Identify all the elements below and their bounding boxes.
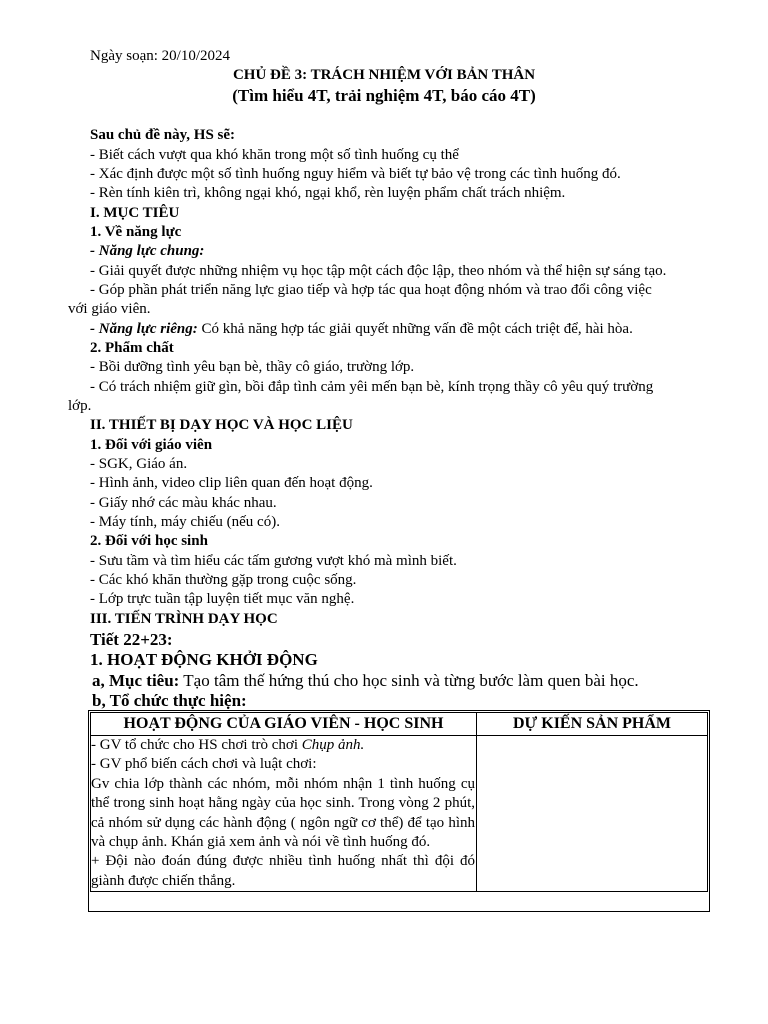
quality-item-cont: lớp. bbox=[68, 398, 92, 414]
student-item: - Các khó khăn thường gặp trong cuộc sống. bbox=[90, 572, 357, 588]
table-header-activities: HOẠT ĐỘNG CỦA GIÁO VIÊN - HỌC SINH bbox=[91, 713, 477, 736]
activity-win-condition: + Đội nào đoán đúng được nhiều tình huống nhất thì đội đó giành được chiến thắng. bbox=[91, 853, 475, 889]
subheading-competence: 1. Về năng lực bbox=[90, 224, 182, 240]
period-label: Tiết 22+23: bbox=[90, 630, 173, 649]
specific-competence-label: - Năng lực riêng: bbox=[90, 321, 198, 337]
section-heading-objectives: I. MỤC TIÊU bbox=[90, 205, 180, 221]
teacher-item: - SGK, Giáo án. bbox=[90, 456, 188, 472]
organization-label: b, Tổ chức thực hiện: bbox=[92, 691, 247, 710]
table-row bbox=[91, 736, 708, 892]
subheading-quality: 2. Phẩm chất bbox=[90, 340, 174, 356]
intro-heading: Sau chủ đề này, HS sẽ: bbox=[90, 127, 236, 143]
goal-label: a, Mục tiêu: bbox=[92, 671, 180, 690]
general-competence-item: - Giải quyết được những nhiệm vụ học tập một cách độc lập, theo nhóm và thể hiện sự sáng tạo. bbox=[90, 263, 667, 279]
general-competence-label: - Năng lực chung: bbox=[90, 243, 205, 259]
activity-table bbox=[90, 712, 708, 892]
goal-line bbox=[92, 671, 639, 690]
activity-heading: 1. HOẠT ĐỘNG KHỞI ĐỘNG bbox=[90, 650, 318, 669]
date-line: Ngày soạn: 20/10/2024 bbox=[90, 48, 230, 64]
table-header-products: DỰ KIẾN SẢN PHẨM bbox=[477, 713, 708, 736]
quality-item: - Có trách nhiệm giữ gìn, bồi đắp tình cảm yêi mến bạn bè, kính trọng thầy cô yêu quý trường bbox=[90, 379, 654, 395]
section-heading-process: III. TIẾN TRÌNH DẠY HỌC bbox=[90, 611, 278, 627]
section-heading-equipment: II. THIẾT BỊ DẠY HỌC VÀ HỌC LIỆU bbox=[90, 417, 353, 433]
activity-rules-line: - GV phổ biến cách chơi và luật chơi: bbox=[91, 756, 317, 773]
student-heading: 2. Đối với học sinh bbox=[90, 533, 208, 549]
intro-item: - Biết cách vượt qua khó khăn trong một số tình huống cụ thể bbox=[90, 147, 459, 163]
activity-game-name: Chụp ảnh. bbox=[301, 737, 365, 753]
teacher-heading: 1. Đối với giáo viên bbox=[90, 437, 213, 453]
specific-competence-text: Có khả năng hợp tác giải quyết những vấn đề một cách triệt để, hài hòa. bbox=[197, 321, 633, 337]
activity-game-line bbox=[91, 736, 475, 755]
topic-title: CHỦ ĐỀ 3: TRÁCH NHIỆM VỚI BẢN THÂN bbox=[232, 67, 536, 83]
intro-item: - Rèn tính kiên trì, không ngại khó, ngại khổ, rèn luyện phẩm chất trách nhiệm. bbox=[90, 185, 566, 201]
activity-game-prefix: - GV tổ chức cho HS chơi trò chơi bbox=[91, 737, 302, 753]
general-competence-item-cont: với giáo viên. bbox=[68, 301, 151, 317]
quality-item: - Bồi dưỡng tình yêu bạn bè, thầy cô giáo, trường lớp. bbox=[90, 359, 415, 375]
teacher-item: - Hình ảnh, video clip liên quan đến hoạt động. bbox=[90, 475, 373, 491]
table-header-row bbox=[91, 713, 708, 736]
intro-item: - Xác định được một số tình huống nguy hiểm và biết tự bảo vệ trong các tình huống đó. bbox=[90, 166, 621, 182]
teacher-item: - Giấy nhớ các màu khác nhau. bbox=[90, 495, 277, 511]
activity-cell bbox=[91, 736, 477, 892]
student-item: - Lớp trực tuần tập luyện tiết mục văn nghệ. bbox=[90, 591, 355, 607]
goal-text: Tạo tâm thế hứng thú cho học sinh và từng bước làm quen bài học. bbox=[179, 671, 639, 690]
student-item: - Sưu tầm và tìm hiểu các tấm gương vượt khó mà mình biết. bbox=[90, 553, 457, 569]
teacher-item: - Máy tính, máy chiếu (nếu có). bbox=[90, 514, 280, 530]
specific-competence bbox=[90, 320, 633, 339]
topic-subtitle: (Tìm hiểu 4T, trải nghiệm 4T, báo cáo 4T) bbox=[232, 86, 536, 105]
product-cell bbox=[477, 736, 708, 892]
activity-description: Gv chia lớp thành các nhóm, mỗi nhóm nhận 1 tình huống cụ thể trong sinh hoạt hằng ngày của học sinh. Trong vòng 2 phút, cả nhóm sử dụng các hành động ( ngôn ngữ cơ thể) để tạo hình và chụp ảnh. Khán giả xem ảnh và nói về tình huống đó. bbox=[91, 775, 475, 851]
general-competence-item: - Góp phần phát triển năng lực giao tiếp và hợp tác qua hoạt động nhóm và trao đổi công việc bbox=[90, 282, 652, 298]
